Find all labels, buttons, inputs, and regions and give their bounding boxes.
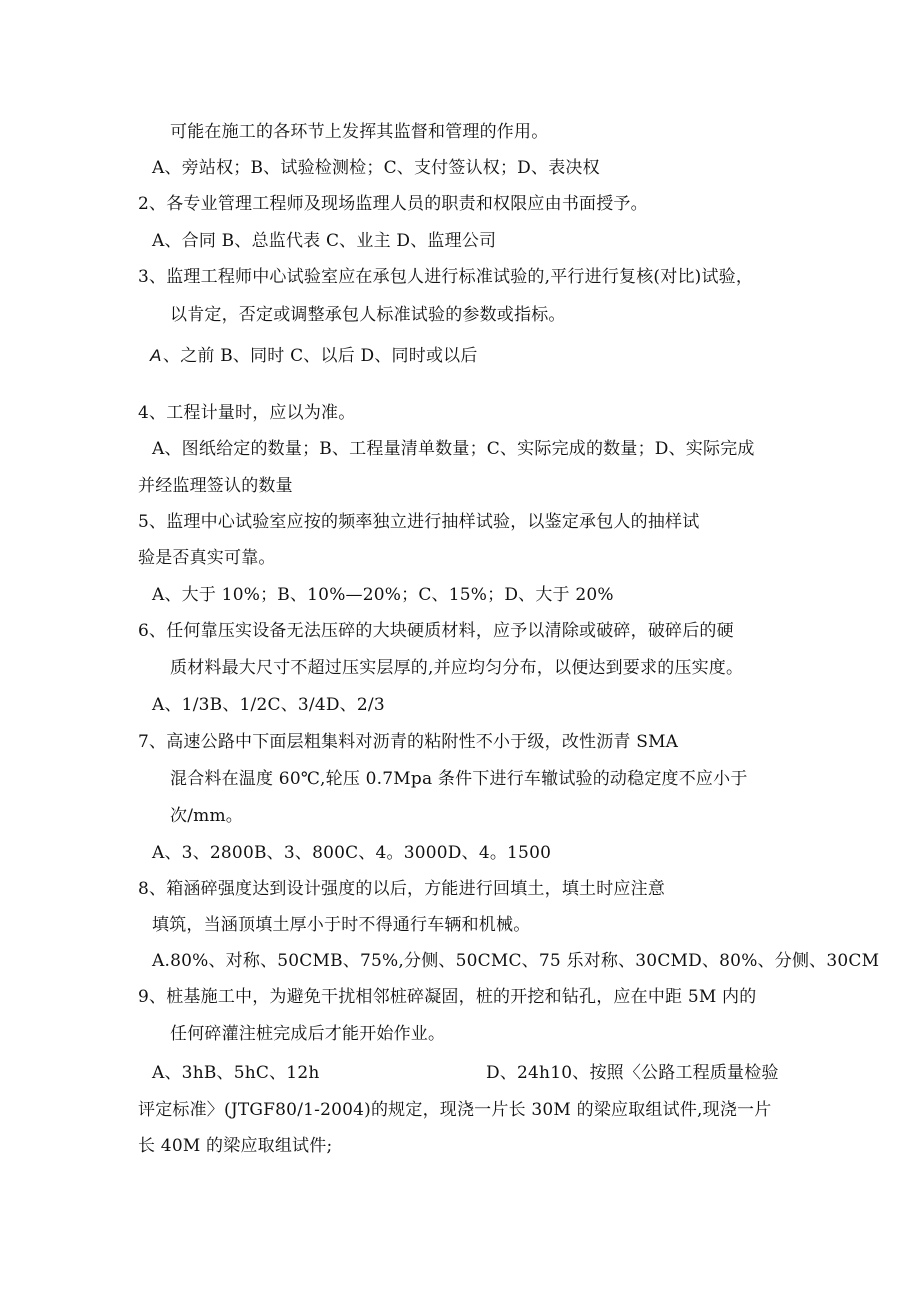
- text-line: 2、各专业管理工程师及现场监理人员的职责和权限应由书面授予。: [138, 194, 648, 214]
- text-line: 次/mm。: [170, 806, 243, 826]
- text-line: 质材料最大尺寸不超过压实层厚的,并应均匀分布，以便达到要求的压实度。: [170, 658, 744, 678]
- text-line: 9、桩基施工中，为避免干扰相邻桩碎凝固，桩的开挖和钻孔，应在中距 5M 内的: [138, 987, 757, 1007]
- option-label-a: A: [150, 346, 162, 365]
- text-line: A、1/3B、1/2C、3/4D、2/3: [152, 695, 385, 715]
- text-line: 评定标准〉(JTGF80/1-2004)的规定，现浇一片长 30M 的梁应取组试件,现浇一片: [138, 1100, 772, 1120]
- text-line: 、之前 B、同时 C、以后 D、同时或以后: [163, 346, 478, 366]
- text-line: 可能在施工的各环节上发挥其监督和管理的作用。: [170, 122, 549, 142]
- text-line: 以肯定，否定或调整承包人标准试验的参数或指标。: [170, 305, 566, 325]
- text-line: 任何碎灌注桩完成后才能开始作业。: [170, 1024, 446, 1044]
- text-line: 6、任何靠压实设备无法压碎的大块硬质材料，应予以清除或破碎，破碎后的硬: [138, 621, 734, 641]
- text-line: 7、高速公路中下面层粗集料对沥青的粘附性不小于级，改性沥青 SMA: [138, 732, 679, 752]
- text-line: 3、监理工程师中心试验室应在承包人进行标准试验的,平行进行复核(对比)试验，: [138, 267, 754, 287]
- text-line: 5、监理中心试验室应按的频率独立进行抽样试验，以鉴定承包人的抽样试: [138, 512, 700, 532]
- text-line: 混合料在温度 60℃,轮压 0.7Mpa 条件下进行车辙试验的动稳定度不应小于: [170, 769, 748, 789]
- text-line: A.80%、对称、50CMB、75%,分侧、50CMC、75 乐对称、30CMD、80%、分侧、30CM: [152, 951, 880, 971]
- text-line: 验是否真实可靠。: [138, 548, 276, 568]
- text-line: D、24h10、按照〈公路工程质量检验: [486, 1063, 779, 1083]
- text-line: A、3hB、5hC、12h: [152, 1063, 320, 1083]
- text-line: 填筑，当涵顶填土厚小于时不得通行车辆和机械。: [152, 915, 531, 935]
- text-line: A、3、2800B、3、800C、4。3000D、4。1500: [152, 843, 552, 863]
- text-line: A、旁站权；B、试验检测检；C、支付签认权；D、表决权: [152, 158, 600, 178]
- text-line: 并经监理签认的数量: [138, 476, 293, 496]
- text-line: A、图纸给定的数量；B、工程量清单数量；C、实际完成的数量；D、实际完成: [152, 439, 755, 459]
- text-line: 长 40M 的梁应取组试件;: [138, 1136, 333, 1156]
- text-line: A、合同 B、总监代表 C、业主 D、监理公司: [152, 231, 497, 251]
- text-line: 4、工程计量时，应以为准。: [138, 403, 356, 423]
- text-line: 8、箱涵碎强度达到设计强度的以后，方能进行回填土，填土时应注意: [138, 879, 666, 899]
- text-line: A、大于 10%；B、10%—20%；C、15%；D、大于 20%: [152, 585, 614, 605]
